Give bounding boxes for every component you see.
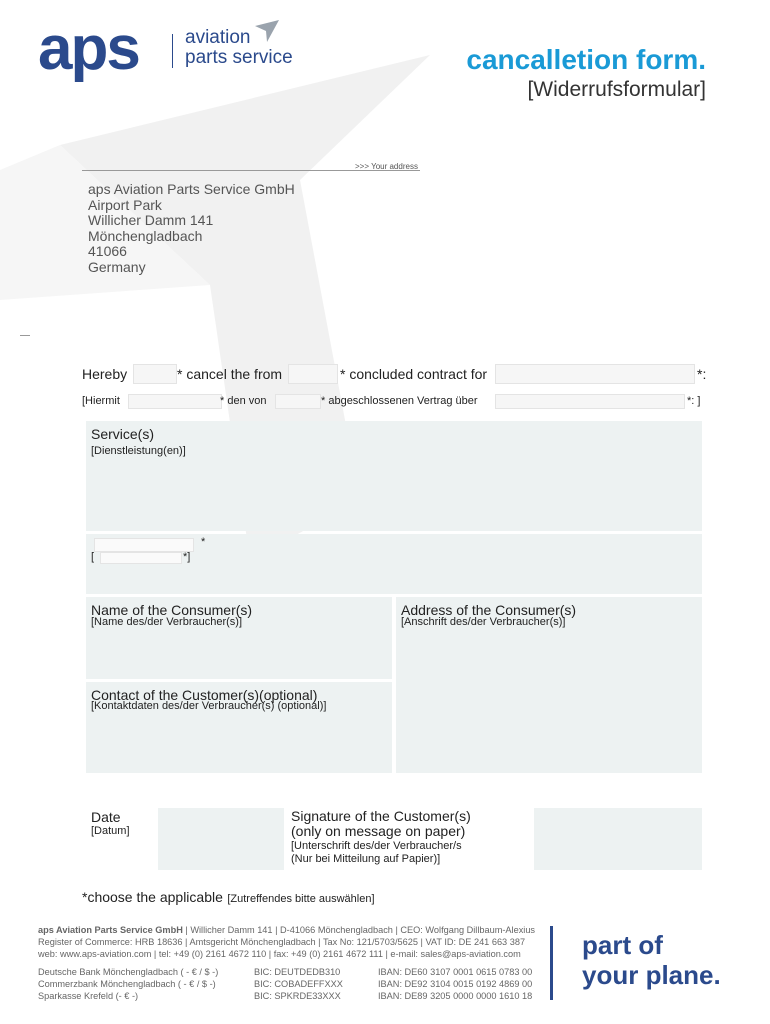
bank-ibans <box>378 966 532 1002</box>
consumer-address-label-de: [Anschrift des/der Verbraucher(s)] <box>401 616 566 628</box>
consumer-contact-field[interactable] <box>86 682 392 773</box>
bank-name: Sparkasse Krefeld (- € -) <box>38 991 139 1001</box>
signature-label-de-line2: (Nur bei Mitteilung auf Papier)] <box>291 853 441 865</box>
page-title: cancalletion form. <box>466 44 706 75</box>
statement-end-de: *: ] <box>687 395 701 407</box>
den-von-label: * den von <box>220 395 267 407</box>
signature-field[interactable] <box>534 808 702 870</box>
consumer-name-label-de: [Name des/der Verbraucher(s)] <box>91 616 243 628</box>
choice-field[interactable] <box>94 538 194 552</box>
bank-bic: BIC: DEUTDEDB310 <box>254 967 341 977</box>
choice-panel <box>86 534 702 594</box>
recipient-line: Germany <box>88 258 146 275</box>
concluded-label: * concluded contract for <box>340 366 488 382</box>
footer-company <box>38 924 535 936</box>
consumer-contact-label: Contact of the Customer(s)(optional) <box>91 687 318 703</box>
consumer-contact-label-de: [Kontaktdaten des/der Verbraucher(s) (optional)] <box>91 700 327 712</box>
choose-note-de: [Zutreffendes bitte auswählen] <box>227 893 375 905</box>
choice-star: * <box>201 536 206 548</box>
bank-bics <box>254 966 343 1002</box>
signature-label-de-line1: [Unterschrift des/der Verbraucher/s <box>291 840 462 852</box>
choose-note-en: *choose the applicable <box>82 889 223 905</box>
sender-address-hint: >>> Your address <box>355 162 418 171</box>
footer-company-name: aps Aviation Parts Service GmbH <box>38 925 183 935</box>
recipient-line: Airport Park <box>88 196 162 213</box>
hiermit-label: [Hiermit <box>82 395 120 407</box>
choice-open-bracket: [ <box>91 551 95 563</box>
bank-iban: IBAN: DE89 3205 0000 0000 1610 18 <box>378 991 533 1001</box>
bank-iban: IBAN: DE92 3104 0015 0192 4869 00 <box>378 979 533 989</box>
slogan-line2: your plane. <box>582 960 721 990</box>
footer-contact: web: www.aps-aviation.com | tel: +49 (0) 2161 4672 110 | fax: +49 (0) 2161 4672 111 | e-mail: sales@aps-aviation.com <box>38 949 521 959</box>
page-subtitle: [Widerrufsformular] <box>527 78 706 101</box>
bank-iban: IBAN: DE60 3107 0001 0615 0783 00 <box>378 967 533 977</box>
consumer-name-label: Name of the Consumer(s) <box>91 602 253 618</box>
consumer-address-label: Address of the Consumer(s) <box>401 602 577 618</box>
choose-note <box>82 889 375 907</box>
cancel-label: * cancel the from <box>177 366 283 382</box>
hereby-label: Hereby <box>82 366 128 382</box>
logo-line-1: aviation <box>185 27 251 48</box>
from-date-field-de[interactable] <box>275 394 321 409</box>
signature-label-line1: Signature of the Customer(s) <box>291 808 471 824</box>
bank-name: Deutsche Bank Mönchengladbach ( - € / $ -) <box>38 967 219 977</box>
slogan <box>582 930 721 990</box>
logo-line-2: parts service <box>185 47 293 68</box>
date-label-de: [Datum] <box>91 825 130 837</box>
choice-close-bracket: *] <box>183 551 191 563</box>
logo-separator <box>172 34 173 68</box>
recipient-line: 41066 <box>88 243 127 260</box>
plane-icon <box>255 20 279 42</box>
from-date-field[interactable] <box>288 364 338 384</box>
services-label: Service(s) <box>91 426 155 442</box>
services-label-de: [Dienstleistung(en)] <box>91 445 186 457</box>
choice-field-de[interactable] <box>100 552 182 564</box>
signature-label <box>291 809 471 839</box>
footer-register: Register of Commerce: HRB 18636 | Amtsgericht Mönchengladbach | Tax No: 121/5703/5625 | VAT ID: DE 241 663 387 <box>38 937 526 947</box>
recipient-line: Mönchengladbach <box>88 227 203 244</box>
consumer-name-field[interactable] <box>86 597 392 679</box>
contract-subject-field-de[interactable] <box>495 394 685 409</box>
footer-company-details: | Willicher Damm 141 | D-41066 Mönchengladbach | CEO: Wolfgang Dillbaum-Alexius <box>182 925 536 935</box>
bank-bic: BIC: COBADEFFXXX <box>254 979 343 989</box>
slogan-line1: part of <box>582 930 663 960</box>
party-field[interactable] <box>133 364 177 384</box>
date-label: Date <box>91 809 121 825</box>
signature-label-de <box>291 840 462 866</box>
statement-end: *: <box>697 366 707 382</box>
date-field[interactable] <box>158 808 284 870</box>
consumer-address-field[interactable] <box>396 597 702 773</box>
party-field-de[interactable] <box>128 394 222 409</box>
footer-separator <box>550 926 553 1000</box>
recipient-line: Willicher Damm 141 <box>88 212 214 229</box>
bank-name: Commerzbank Mönchengladbach ( - € / $ -) <box>38 979 216 989</box>
abgeschlossen-label: * abgeschlossenen Vertrag über <box>321 395 478 407</box>
signature-label-line2: (only on message on paper) <box>291 823 466 839</box>
logo-aps: aps <box>38 14 139 83</box>
bank-bic: BIC: SPKRDE33XXX <box>254 991 341 1001</box>
fold-mark <box>20 335 30 336</box>
recipient-line: aps Aviation Parts Service GmbH <box>88 181 295 197</box>
bank-names <box>38 966 218 1002</box>
recipient-address <box>88 182 295 276</box>
services-field[interactable] <box>86 421 702 531</box>
contract-subject-field[interactable] <box>495 364 695 384</box>
